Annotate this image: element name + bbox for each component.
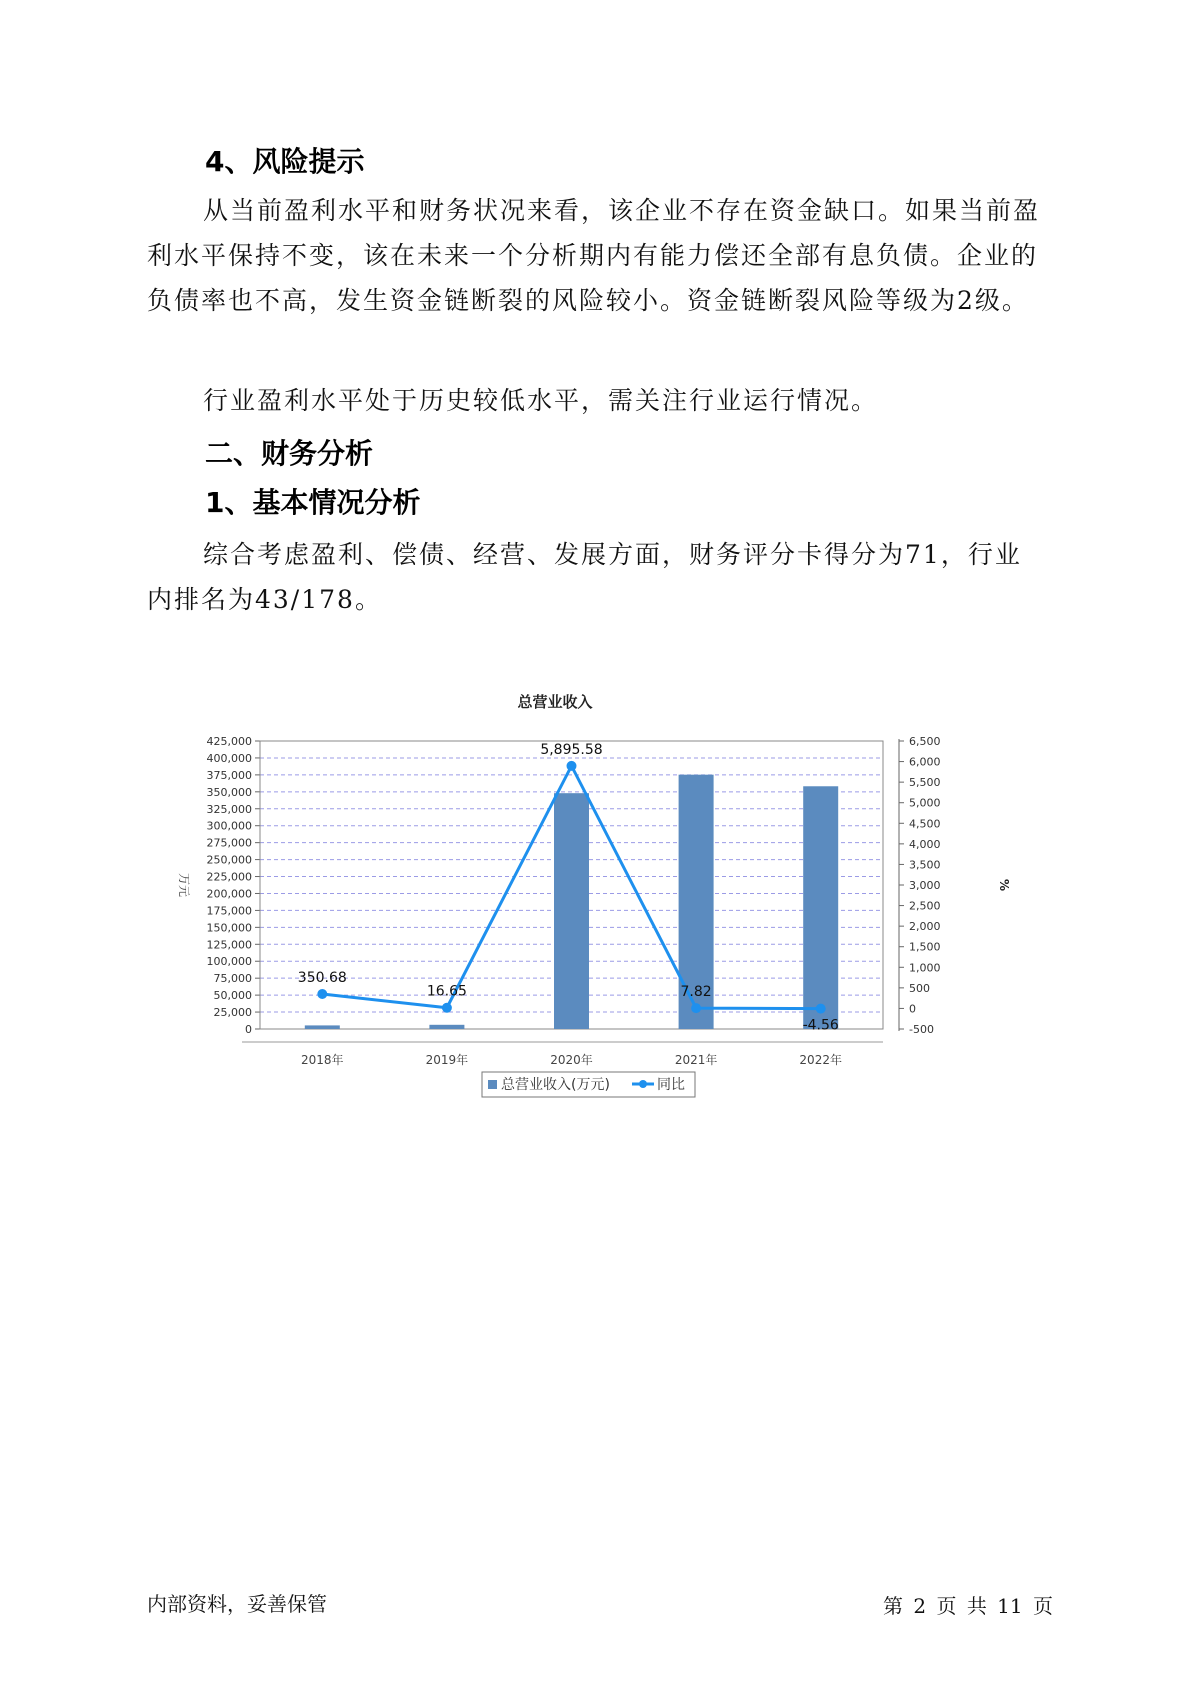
y-tick-label: 375,000 xyxy=(206,768,252,782)
y2-tick-label: 2,500 xyxy=(909,899,941,913)
y2-tick-label: 2,000 xyxy=(909,920,941,934)
y-tick-label: 425,000 xyxy=(206,735,252,748)
chart-title: 总营业收入 xyxy=(517,693,593,711)
y-tick-label: 150,000 xyxy=(206,921,252,935)
yoy-data-label: 5,895.58 xyxy=(540,741,603,758)
y2-tick-label: 3,500 xyxy=(909,858,941,872)
y-axis-label: 万元 xyxy=(177,872,191,898)
legend-bar-swatch xyxy=(488,1080,497,1089)
finance-heading: 二、财务分析 xyxy=(205,437,374,470)
revenue-bar xyxy=(429,1025,464,1029)
risk-paragraph-1: 从当前盈利水平和财务状况来看，该企业不存在资金缺口。如果当前盈利水平保持不变，该在未来一个分析期内有能力偿还全部有息负债。企业的负债率也不高，发生资金链断裂的风险较小。资金链断裂风险等级为2级。 xyxy=(147,196,1041,315)
y2-axis-label: % xyxy=(997,878,1011,892)
y2-tick-label: 1,500 xyxy=(909,940,941,954)
footer-confidential: 内部资料，妥善保管 xyxy=(147,1592,327,1616)
y-tick-label: 0 xyxy=(245,1023,252,1036)
yoy-point xyxy=(442,1003,452,1013)
y-tick-label: 300,000 xyxy=(206,819,252,833)
y-tick-label: 225,000 xyxy=(206,870,252,884)
y-tick-label: 75,000 xyxy=(213,972,252,986)
y2-tick-label: 1,000 xyxy=(909,961,941,975)
y-tick-label: 125,000 xyxy=(206,938,252,952)
revenue-bar xyxy=(803,786,838,1029)
y-tick-label: 100,000 xyxy=(206,955,252,969)
yoy-point xyxy=(317,989,327,999)
x-tick-label: 2018年 xyxy=(301,1053,344,1067)
y2-tick-label: -500 xyxy=(909,1023,934,1036)
y2-tick-label: 6,500 xyxy=(909,735,941,748)
yoy-data-label: 350.68 xyxy=(297,970,347,987)
y2-tick-label: 6,000 xyxy=(909,755,941,769)
y-tick-label: 175,000 xyxy=(206,904,252,918)
y-tick-label: 25,000 xyxy=(213,1006,252,1020)
yoy-data-label: 7.82 xyxy=(680,984,712,1001)
yoy-point xyxy=(567,761,577,771)
yoy-data-label: 16.65 xyxy=(426,983,467,1000)
revenue-bar xyxy=(305,1025,340,1029)
revenue-chart xyxy=(150,685,1050,1155)
y2-tick-label: 4,500 xyxy=(909,817,941,831)
y2-tick-label: 3,000 xyxy=(909,879,941,892)
basic-heading: 1、基本情况分析 xyxy=(205,486,421,519)
y-tick-label: 350,000 xyxy=(206,785,252,799)
x-tick-label: 2020年 xyxy=(550,1053,593,1067)
y-tick-label: 50,000 xyxy=(213,989,252,1003)
yoy-point xyxy=(691,1003,701,1013)
revenue-chart-svg xyxy=(150,685,1050,1155)
y-tick-label: 275,000 xyxy=(206,836,252,850)
risk-paragraph-2: 行业盈利水平处于历史较低水平，需关注行业运行情况。 xyxy=(203,386,879,415)
legend-bar-label: 总营业收入(万元) xyxy=(501,1077,610,1093)
y-tick-label: 325,000 xyxy=(206,802,252,816)
x-tick-label: 2019年 xyxy=(425,1053,469,1067)
basic-paragraph: 综合考虑盈利、偿债、经营、发展方面，财务评分卡得分为71，行业内排名为43/178。 xyxy=(147,540,1022,614)
y2-tick-label: 4,000 xyxy=(909,837,941,851)
x-tick-label: 2021年 xyxy=(674,1053,718,1067)
y2-tick-label: 5,000 xyxy=(909,796,941,810)
footer-page-number: 第 2 页 共 11 页 xyxy=(883,1594,1053,1618)
legend-line-label: 同比 xyxy=(657,1077,685,1093)
yoy-data-label: -4.56 xyxy=(802,1017,839,1034)
revenue-bar xyxy=(554,793,589,1029)
legend-line-marker xyxy=(639,1080,647,1088)
y-tick-label: 250,000 xyxy=(206,853,252,867)
y2-tick-label: 500 xyxy=(909,981,930,995)
y-tick-label: 200,000 xyxy=(206,887,252,901)
x-tick-label: 2022年 xyxy=(799,1053,842,1067)
y2-tick-label: 0 xyxy=(909,1002,916,1016)
risk-heading: 4、风险提示 xyxy=(205,145,365,178)
y-tick-label: 400,000 xyxy=(206,751,252,765)
y2-tick-label: 5,500 xyxy=(909,776,941,790)
yoy-point xyxy=(816,1004,826,1014)
